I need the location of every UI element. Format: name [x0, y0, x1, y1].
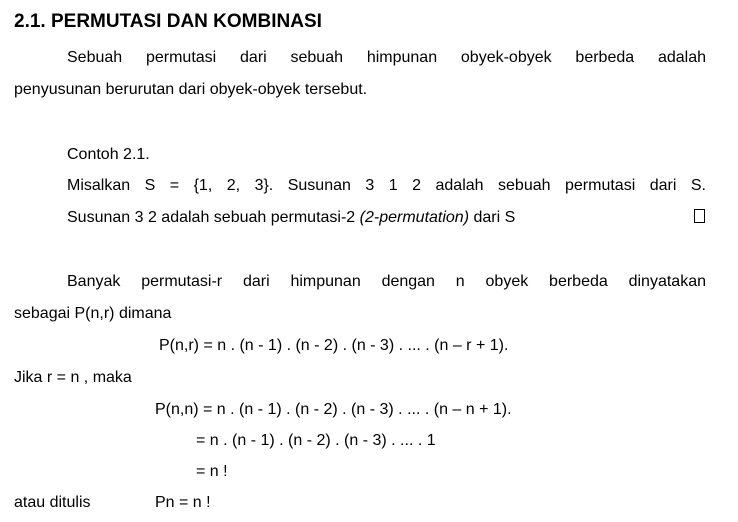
rpermutation-line-1: Banyak permutasi-r dari himpunan dengan n obyek berbeda dinyatakan	[67, 273, 706, 290]
rpermutation-formula: P(n,r) = n . (n - 1) . (n - 2) . (n - 3) . ... . (n – r + 1).	[159, 337, 509, 354]
example-line-2-italic: (2-permutation)	[359, 209, 470, 226]
special-case-condition: Jika r = n , maka	[14, 369, 132, 386]
rpermutation-line-2: sebagai P(n,r) dimana	[14, 305, 172, 322]
definition-line-2: penyusunan berurutan dari obyek-obyek tersebut.	[14, 81, 368, 98]
definition-line-1: Sebuah permutasi dari sebuah himpunan obyek-obyek berbeda adalah	[67, 49, 706, 66]
special-case-step-2: = n . (n - 1) . (n - 2) . (n - 3) . ... . 1	[196, 432, 436, 449]
example-line-1: Misalkan S = {1, 2, 3}. Susunan 3 1 2 adalah sebuah permutasi dari S.	[67, 177, 706, 194]
special-case-step-1: P(n,n) = n . (n - 1) . (n - 2) . (n - 3) . ... . (n – n + 1).	[155, 401, 512, 418]
end-of-example-icon	[694, 208, 705, 228]
special-case-step-3: = n !	[196, 463, 228, 480]
example-line-2-text: Susunan 3 2 adalah sebuah permutasi-2	[67, 209, 360, 226]
alt-notation-formula: Pn = n !	[155, 494, 211, 511]
alt-notation-label: atau ditulis	[14, 494, 91, 511]
example-line-2-tail: dari S	[469, 209, 516, 226]
example-line-2	[67, 208, 515, 228]
example-label: Contoh 2.1.	[67, 146, 150, 163]
section-title: 2.1. PERMUTASI DAN KOMBINASI	[14, 11, 322, 32]
